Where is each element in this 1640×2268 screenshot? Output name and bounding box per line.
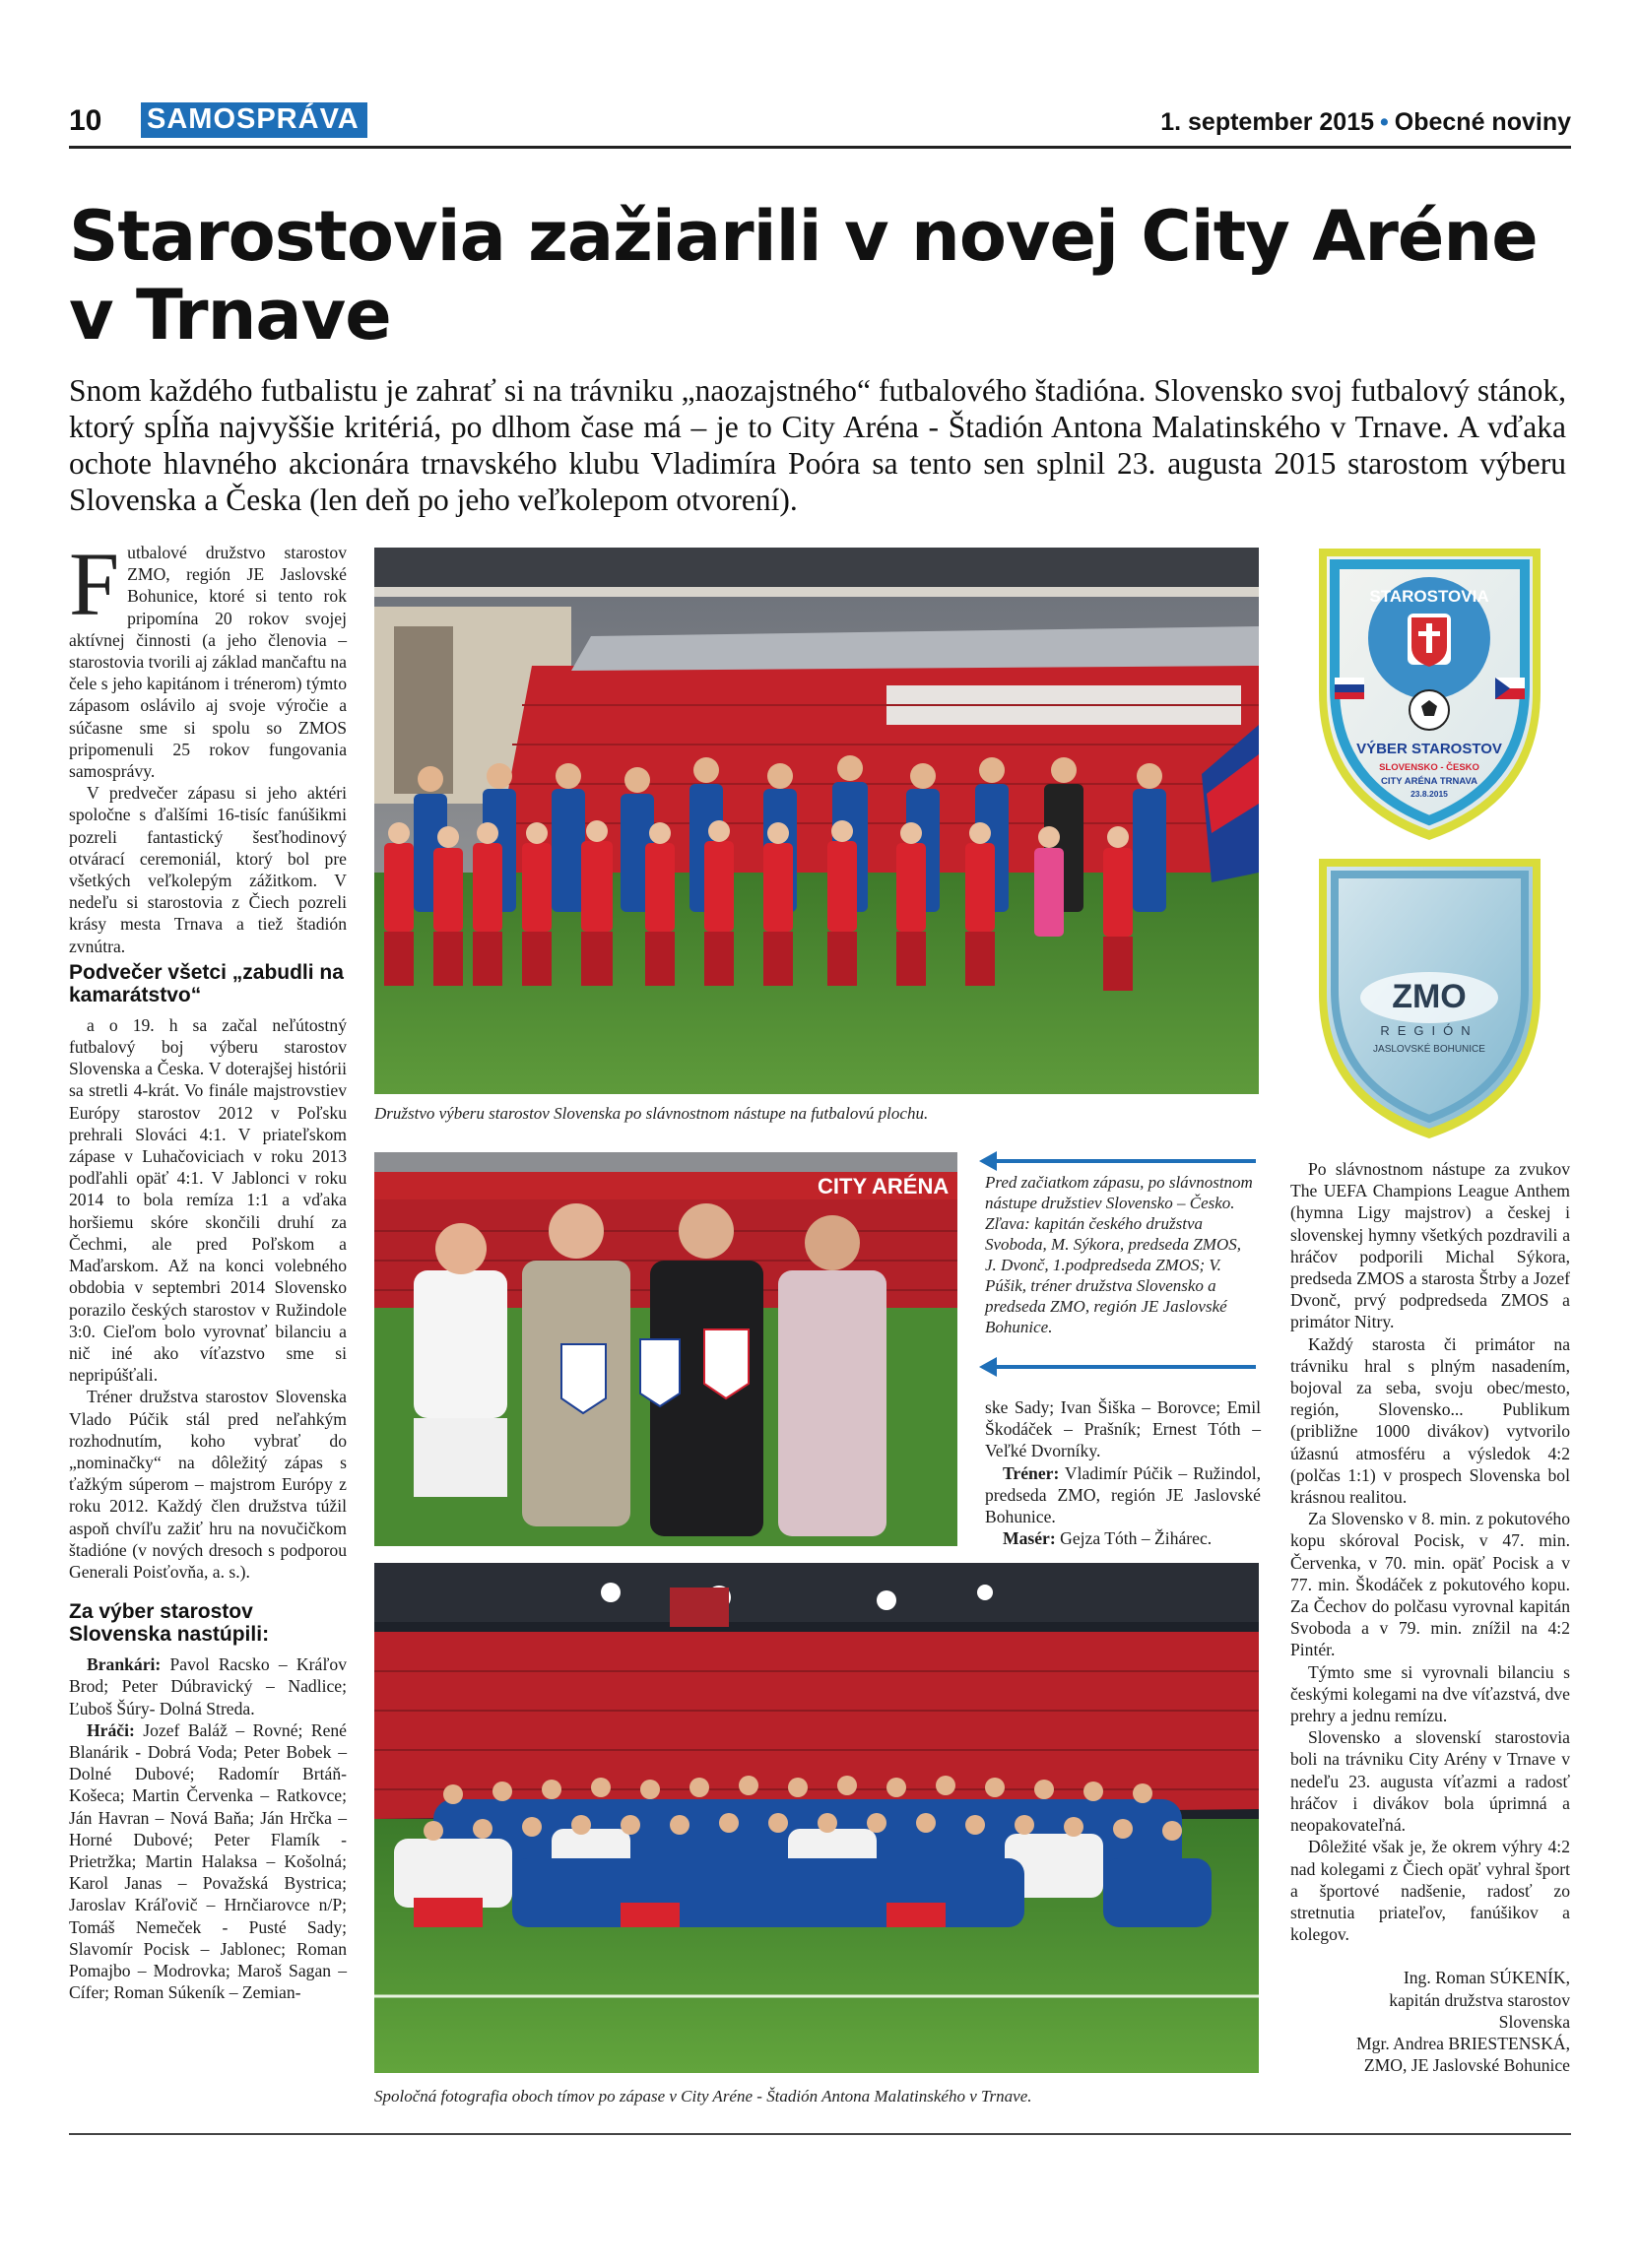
lineup-goalkeepers: Brankári: Pavol Racsko – Kráľov Brod; Peter Dúbravický – Nadlice; Ľuboš Šúry- Dolná Streda. <box>69 1654 347 1718</box>
starostovia-badge <box>1315 545 1544 845</box>
badge-place: JASLOVSKÉ BOHUNICE <box>1373 1044 1485 1055</box>
stadium-lineup-image <box>374 548 1259 1094</box>
paragraph: Každý starosta či primátor na trávniku hral s plným nasadením, bojoval za seba, svoju obec/mesto, región, Slovensko... Publikum (približne 1000 divákov) vytvorilo úžasnú atmosféru a výsledok 4:2 (polčas 1:1) v prospech Slovenska bol krásnou realitou. <box>1290 1333 1570 1508</box>
zmo-shield-icon <box>1315 855 1544 1142</box>
paragraph: Futbalové družstvo starostov ZMO, región JE Jaslovské Bohunice, ktoré si tento rok pripomína 20 rokov svojej aktívnej činnosti (a jeho členovia – starostovia tvorili aj základ mančaftu na čele s jeho kapitánom i trénerom) týmto zápasom oslávilo aj svoje výročie a súčasne sme si spolu so ZMOS pripomenuli 25 rokov fungovania samosprávy. <box>69 534 347 782</box>
shield-badge-icon <box>1315 545 1544 845</box>
badge-venue: CITY ARÉNA TRNAVA <box>1381 776 1477 787</box>
badge-arc-text: STAROSTOVIA <box>1369 587 1489 606</box>
badge-date: 23.8.2015 <box>1410 789 1448 799</box>
article-column-3 <box>985 1396 1261 1549</box>
lineup-masseur: Masér: Gejza Tóth – Žihárec. <box>1003 1528 1213 1549</box>
drop-cap: F <box>69 534 120 634</box>
subheading: Za výber starostov Slovenska nastúpili: <box>69 1600 270 1647</box>
subheading: Podvečer všetci „zabudli na kamarátstvo“ <box>69 960 344 1006</box>
officials-image <box>374 1152 957 1546</box>
arrow-left-icon <box>995 1365 1256 1369</box>
paragraph: Za Slovensko v 8. min. z pokutového kopu skóroval Pocisk, v 47. min. Červenka, v 70. min. opäť Pocisk a v 77. min. Škodáček z pokutového kopu. Za Čechov do polčasu vyrovnal kapitán Svoboda a v 79. min. znížil na 4:2 Pintér. <box>1290 1509 1570 1660</box>
footer-rule <box>69 2133 1571 2135</box>
zmo-badge <box>1315 855 1544 1142</box>
group-photo <box>374 1563 1259 2073</box>
article-column-4 <box>1290 1158 1570 2076</box>
badge-title: VÝBER STAROSTOV <box>1356 741 1502 757</box>
badge-subtitle: SLOVENSKO - ČESKO <box>1379 762 1479 773</box>
paragraph: Slovensko a slovenskí starostovia boli na trávniku City Arény v Trnave v nedeľu 23. augusta víťazmi a radosť hráčov i divákov bola úprimná a neopakovateľná. <box>1290 1727 1570 1836</box>
group-stadium-image <box>374 1563 1259 2073</box>
author-signature: Ing. Roman SÚKENÍK, kapitán družstva starostov Slovenska Mgr. Andrea BRIESTENSKÁ, ZMO, JE Jaslovské Bohunice <box>1356 1968 1570 2076</box>
badge-region: REGIÓN <box>1380 1023 1478 1038</box>
arrow-left-icon <box>995 1159 1256 1163</box>
team-lineup-photo <box>374 548 1259 1094</box>
bullet-separator: • <box>1380 108 1389 136</box>
paragraph: Dôležité však je, že okrem výhry 4:2 nad kolegami z Čiech opäť vyhral šport a športové nadšenie, radosť zo stretnutia priateľov, fanúšikov a kolegov. <box>1290 1837 1570 1945</box>
lineup-players: Hráči: Jozef Baláž – Rovné; René Blanárik - Dobrá Voda; Peter Bobek – Dolné Dubové; Radomír Brtáň- Košeca; Martin Červenka – Ratkovce; Ján Havran – Nová Baňa; Ján Hrčka – Horné Dubové; Peter Flamík - Prietržka; Martin Halaksa – Košolná; Karol Janas – Považská Bystrica; Jaroslav Kráľovič – Hrnčiarovce n/P; Tomáš Nemeček - Pusté Sady; Slavomír Pocisk – Jablonec; Roman Pomajbo – Modrovka; Maroš Sagan – Cífer; Roman Súkeník – Zemian- <box>69 1719 347 2003</box>
paragraph: a o 19. h sa začal neľútostný futbalový boj výberu starostov Slovenska a Česka. V doterajšej histórii sa stretli 4-krát. Vo finále majstrovstiev Európy starostov 2012 v Poľsku prehrali Slováci 4:1. V priateľskom zápase v Luhačoviciach v roku 2013 podľahli opäť 4:1. V Jablonci v roku 2014 to bola remíza 1:1 a vďaka horšiemu skóre skončili druhí za Čechmi, ale pred Poľskom a Maďarskom. Až na konci volebného obdobia v septembri 2014 Slovensko porazilo českých starostov v Ružindole 3:0. Cieľom bolo vyrovnať bilanciu a nič iné ako víťazstvo sme si nepripúšťali. <box>69 1014 347 1386</box>
photo-caption: Družstvo výberu starostov Slovenska po slávnostnom nástupe na futbalovú plochu. <box>374 1104 929 1123</box>
publication-name: Obecné noviny <box>1394 108 1571 136</box>
header-right <box>1160 108 1571 137</box>
paragraph: V predvečer zápasu si jeho aktéri spoločne s ďalšími 16-tisíc fanúšikmi pozreli fantastický šesťhodinový otvárací ceremoniál, ktorý bol pre všetkých veľkolepým zážitkom. V nedeľu si starostovia z Čiech pozreli krásy mesta Trnava a tiež štadión zvnútra. <box>69 783 347 956</box>
lead-paragraph: Snom každého futbalistu je zahrať si na trávniku „naozajstného“ futbalového štadióna. Slovensko svoj futbalový stánok, ktorý spĺňa najvyššie kritériá, po dlhom čase má – je to City Aréna - Štadión Antona Malatinského v Trnave. A vďaka ochote hlavného akcionára trnavského klubu Vladimíra Poóra sa tento sen splnil 23. augusta 2015 starostom výberu Slovenska a Česka (len deň po jeho veľkolepom otvorení). <box>69 373 1566 517</box>
issue-date: 1. september 2015 <box>1160 108 1375 136</box>
badge-title: ZMO <box>1392 978 1467 1015</box>
paragraph: Týmto sme si vyrovnali bilanciu s českými kolegami na dve víťazstvá, dve prehry a jednu remízu. <box>1290 1661 1570 1726</box>
paragraph: ske Sady; Ivan Šiška – Borovce; Emil Škodáček – Prašník; Ernest Tóth – Veľké Dvorníky. <box>985 1397 1261 1461</box>
photo-caption: Spoločná fotografia oboch tímov po zápase v City Aréne - Štadión Antona Malatinského v Trnave. <box>374 2087 1032 2106</box>
headline: Starostovia zažiarili v novej City Aréne v Trnave <box>69 196 1538 356</box>
header-rule <box>69 146 1571 149</box>
paragraph: Tréner družstva starostov Slovenska Vlado Púčik stál pred neľahkým rozhodnutím, koho vybrať do „nominačky“ na dôležitý zápas s ťažkým súperom – majstrom Európy z roku 2012. Každý člen družstva túžil aspoň chvíľu zažiť hru na novučičkom štadióne (v nových dresoch s podporou Generali Poisťovňa, a. s.). <box>69 1387 347 1582</box>
photo-caption: Pred začiatkom zápasu, po slávnostnom nástupe družstiev Slovensko – Česko. Zľava: kapitán českého družstva Svoboda, M. Sýkora, predseda ZMOS, J. Dvonč, 1.podpredseda ZMOS; V. Púšik, tréner družstva Slovensko a predseda ZMO, región JE Jaslovské Bohunice. <box>985 1173 1253 1336</box>
officials-photo <box>374 1152 957 1546</box>
page-number: 10 <box>69 104 102 137</box>
paragraph: Po slávnostnom nástupe za zvukov The UEFA Champions League Anthem (hymna Ligy majstrov) a českej i slovenskej hymny všetkých pozdravili a hráčov podporili Michal Sýkora, predseda ZMOS a starosta Štrby a Jozef Dvonč, prvý podpredseda ZMOS a primátor Nitry. <box>1290 1159 1570 1332</box>
section-label: SAMOSPRÁVA <box>141 102 367 138</box>
stadium-sign: CITY ARÉNA <box>818 1174 950 1199</box>
lineup-coach: Tréner: Vladimír Púčik – Ružindol, predseda ZMO, región JE Jaslovské Bohunice. <box>985 1462 1261 1527</box>
article-column-1 <box>69 534 347 2003</box>
